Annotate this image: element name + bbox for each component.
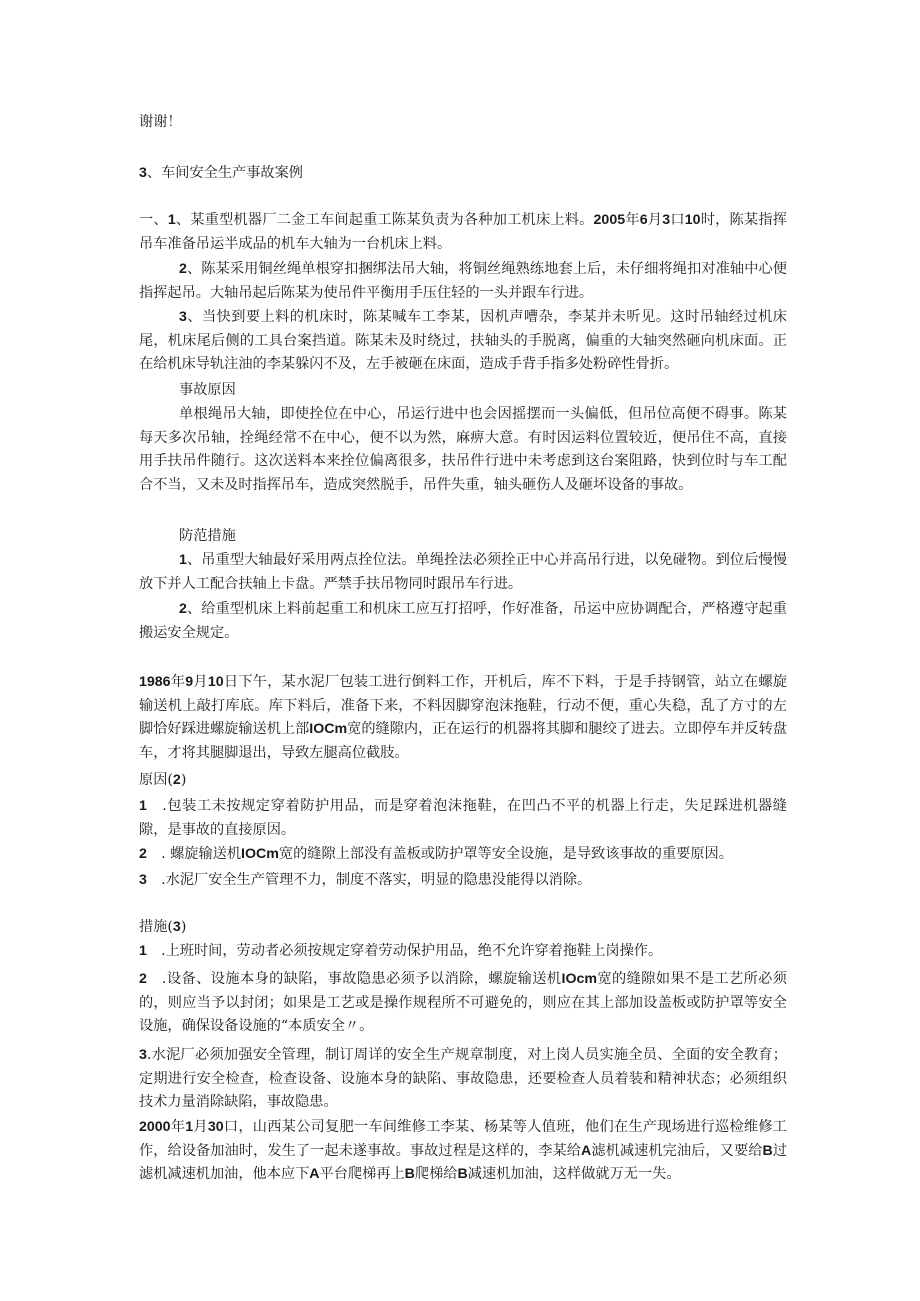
case3-intro: 2000年1月30口，山西某公司复肥一车间维修工李某、杨某等人值班，他们在生产现场进行巡检维修工作，给设备加油时，发生了一起未遂事故。事故过程是这样的，李某给A滤机减速机完油后，又要给B过滤机减速机加油，他本应下A平台爬梯再上B爬梯给B减速机加油，这样做就万无一失。: [139, 1119, 787, 1182]
thanks-line: 谢谢！: [139, 114, 182, 130]
case1-measure-2: 2、给重型机床上料前起重工和机床工应互打招呼，作好准备，吊运中应协调配合，严格遵守起重搬运安全规定。: [139, 601, 787, 641]
case1-paragraph-2: 2、陈某采用铜丝绳单根穿扣捆绑法吊大轴，将铜丝绳熟练地套上后，未仔细将绳扣对准轴中心便指挥起吊。大轴吊起后陈某为使吊件平衡用手压住轻的一头并跟车行进。: [139, 261, 787, 301]
case1-paragraph-1: 一、1、某重型机器厂二金工车间起重工陈某负责为各种加工机床上料。2005年6月3口10时，陈某指挥吊车准备吊运半成品的机车大轴为一台机床上料。: [139, 212, 787, 252]
case2-cause-heading: 原因(2): [139, 772, 187, 788]
case2-intro: 1986年9月10日下午，某水泥厂包装工进行倒料工作，开机后，库不下料，于是手持钢管，站立在螺旋输送机上敲打库底。库下料后，准备下来，不料因脚穿泡沫拖鞋，行动不便，重心失稳，乱了方寸的左脚恰好踩进螺旋输送机上部IOCm宽的缝隙内，正在运行的机器将其脚和腿绞了进去。立即停车并反转盘车，才将其腿脚退出，导致左腿高位截肢。: [139, 674, 787, 761]
case1-measure-1: 1、吊重型大轴最好采用两点拴位法。单绳拴法必须拴正中心并高吊行进，以免碰物。到位后慢慢放下并人工配合扶轴上卡盘。严禁手扶吊物同时跟吊车行进。: [139, 552, 787, 592]
case2-measure-3: 3.水泥厂必须加强安全管理，制订周详的安全生产规章制度，对上岗人员实施全员、全面的安全教育；定期进行安全检查，检查设备、设施本身的缺陷、事故隐患，还要检查人员着装和精神状态；必须组织技术力量消除缺陷，事故隐患。: [139, 1047, 787, 1110]
case2-cause-2: 2 . 螺旋输送机IOCm宽的缝隙上部没有盖板或防护罩等安全设施，是导致该事故的重要原因。: [139, 846, 733, 862]
case1-paragraph-3: 3、当快到要上料的机床时，陈某喊车工李某，因机声嘈杂，李某并未听见。这时吊轴经过机床尾，机床尾后侧的工具台案挡道。陈某未及时绕过，扶轴头的手脱离，偏重的大轴突然砸向机床面。正在给机床导轨注油的李某躲闪不及，左手被砸在床面，造成手背手指多处粉碎性骨折。: [139, 309, 787, 372]
case1-cause-heading: 事故原因: [179, 382, 236, 398]
case2-measure-1: 1 .上班时间，劳动者必须按规定穿着劳动保护用品，绝不允许穿着拖鞋上岗操作。: [139, 943, 663, 959]
case2-cause-1: 1 .包装工未按规定穿着防护用品，而是穿着泡沫拖鞋，在凹凸不平的机器上行走，失足踩进机器缝隙，是事故的直接原因。: [139, 798, 787, 838]
section-title: 3、车间安全生产事故案例: [139, 165, 303, 181]
case2-measure-2: 2 .设备、设施本身的缺陷，事故隐患必须予以消除，螺旋输送机IOcm宽的缝隙如果不是工艺所必须的，则应当予以封闭；如果是工艺或是操作规程所不可避免的，则应在其上部加设盖板或防护罩等安全设施，确保设备设施的“本质安全〃。: [139, 971, 787, 1034]
case1-measures-heading: 防范措施: [179, 528, 236, 544]
case1-cause-text: 单根绳吊大轴，即使拴位在中心，吊运行进中也会因摇摆而一头偏低，但吊位高便不碍事。陈某每天多次吊轴，拴绳经常不在中心，便不以为然，麻痹大意。有时因运料位置较近，便吊住不高，直接用手扶吊件随行。这次送料本来拴位偏离很多，扶吊件行进中未考虑到这台案阻路，快到位时与车工配合不当，又未及时指挥吊车，造成突然脱手，吊件失重，轴头砸伤人及砸坏设备的事故。: [139, 406, 787, 493]
case2-measures-heading: 措施(3): [139, 919, 187, 935]
case2-cause-3: 3 .水泥厂安全生产管理不力，制度不落实，明显的隐患没能得以消除。: [139, 872, 592, 888]
